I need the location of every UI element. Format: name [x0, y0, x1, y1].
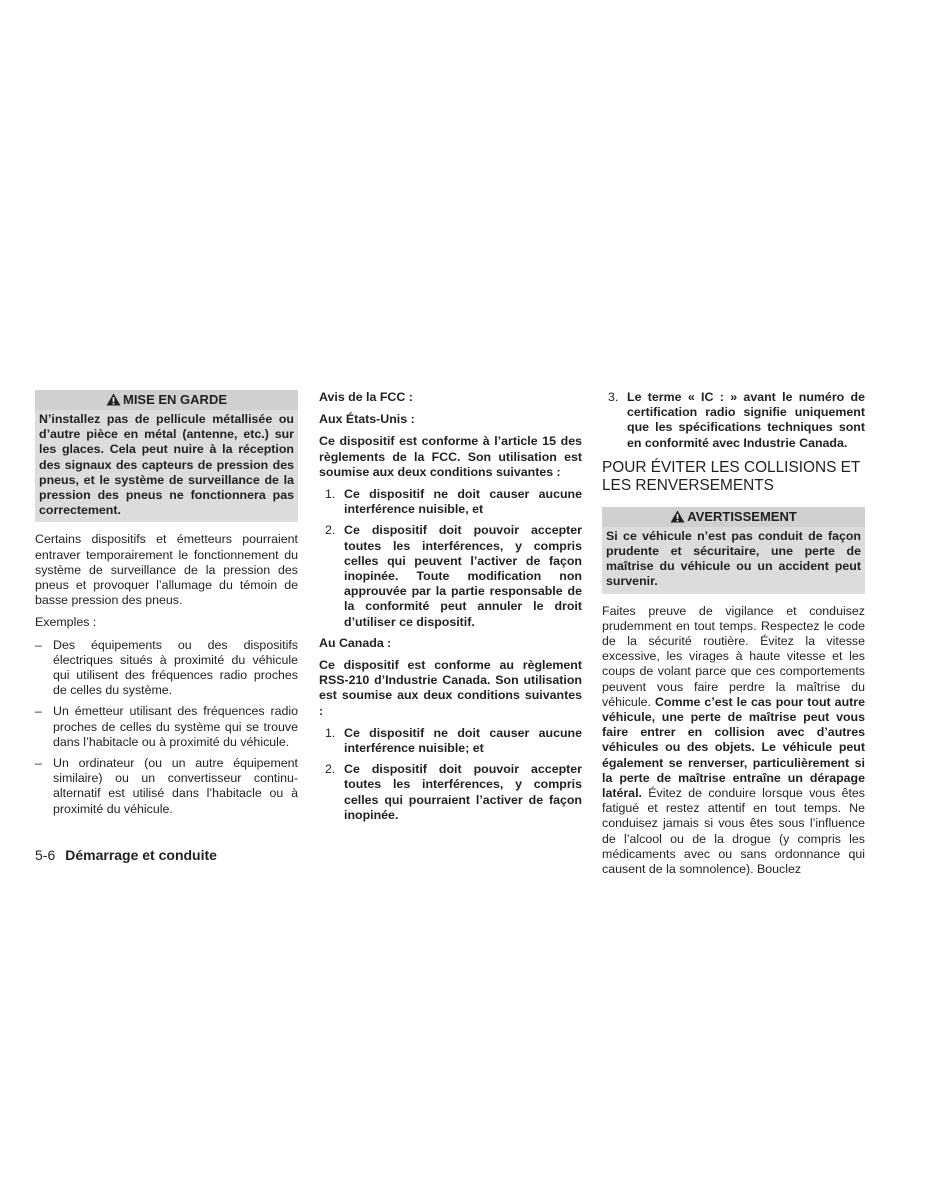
middle-column — [319, 390, 582, 829]
page-footer — [35, 846, 217, 864]
canada-title: Au Canada : — [319, 635, 392, 650]
left-column — [35, 390, 298, 823]
list-item: 2. Ce dispositif doit pouvoir accepter toutes les interférences, y compris celles qui peuvent l’activer de façon inopinée. Toute modification non approuvée par la partie responsable de la conformité peut annuler le droit d’utiliser ce dispositif. — [325, 523, 582, 629]
paragraph-vigilance: Faites preuve de vigilance et conduisez prudemment en tout temps. Respectez le code de la sécurité routière. Évitez la vitesse excessive, les virages à haute vitesse et les coups de volant parce que ces comportements peuvent vous faire perdre la maîtrise du véhicule. Comme c’est le cas pour tout autre véhicule, une perte de maîtrise peut vous faire entrer en collision avec d’autres véhicules ou des objets. Le véhicule peut également se renverser, particulièrement si la perte de maîtrise entraîne un dérapage latéral. Évitez de conduire lorsque vous êtes fatigué et restez attentif en tout temps. Ne conduisez jamais si vous êtes sous l’influence de l’alcool ou de la drogue (y compris les médicaments avec ou sans ordonnance qui causent de la somnolence). Bouclez — [602, 603, 865, 877]
list-item: 1. Ce dispositif ne doit causer aucune interférence nuisible, et — [325, 487, 582, 517]
footer-section-title: Démarrage et conduite — [65, 847, 217, 863]
caution-title: MISE EN GARDE — [122, 392, 227, 407]
canada-intro: Ce dispositif est conforme au règlement RSS-210 d’Industrie Canada. Son utilisation est soumise aux deux conditions suivantes : — [319, 658, 582, 718]
fcc-title: Avis de la FCC : — [319, 390, 413, 404]
us-intro: Ce dispositif est conforme à l’article 15 des règlements de la FCC. Son utilisation est soumise aux deux conditions suivantes : — [319, 434, 582, 479]
list-item: – Un émetteur utilisant des fréquences radio proches de celles du système qui se trouve dans l’habitacle ou à proximité du véhicule. — [35, 704, 298, 749]
list-item: – Un ordinateur (ou un autre équipement similaire) ou un convertisseur continu-alternatif est utilisé dans l’habitacle ou à proximité du véhicule. — [35, 756, 298, 816]
section-heading: POUR ÉVITER LES COLLISIONS ET LES RENVERSEMENTS — [602, 458, 861, 494]
us-title: Aux États-Unis : — [319, 412, 415, 427]
list-item: 3. Le terme « IC : » avant le numéro de certification radio signifie uniquement que les spécifications techniques sont en conformité avec Industrie Canada. — [608, 390, 865, 450]
page-number: 5-6 — [35, 847, 56, 863]
warning-title: AVERTISSEMENT — [687, 508, 797, 524]
caution-title-bar — [35, 390, 298, 410]
warning-title-bar — [602, 507, 865, 527]
warning-box — [602, 507, 865, 594]
warning-triangle-icon — [670, 510, 685, 523]
paragraph-interference: Certains dispositifs et émetteurs pourraient entraver temporairement le fonctionnement du système de surveillance de la pression des pneus et provoquer l’allumage du témoin de basse pression des pneus. — [35, 532, 298, 608]
list-item: – Des équipements ou des dispositifs électriques situés à proximité du véhicule qui utilisent des fréquences radio proches de celles du système. — [35, 637, 298, 698]
examples-label: Exemples : — [35, 615, 97, 630]
warning-body: Si ce véhicule n’est pas conduit de façon prudente et sécuritaire, une perte de maîtrise du véhicule ou un accident peut survenir. — [606, 528, 861, 589]
warning-triangle-icon — [106, 393, 121, 406]
caution-box — [35, 390, 298, 522]
caution-body: N’installez pas de pellicule métallisée ou d’autre pièce en métal (antenne, etc.) sur les glaces. Cela peut nuire à la réception des signaux des capteurs de pression des pneus, et le système de surveillance de la pression des pneus ne fonctionnera pas correctement. — [39, 412, 294, 518]
list-item: 1. Ce dispositif ne doit causer aucune interférence nuisible; et — [325, 725, 582, 756]
right-column — [602, 390, 865, 877]
list-item: 2. Ce dispositif doit pouvoir accepter toutes les interférences, y compris celles qui pourraient l’activer de façon inopinée. — [325, 762, 582, 822]
